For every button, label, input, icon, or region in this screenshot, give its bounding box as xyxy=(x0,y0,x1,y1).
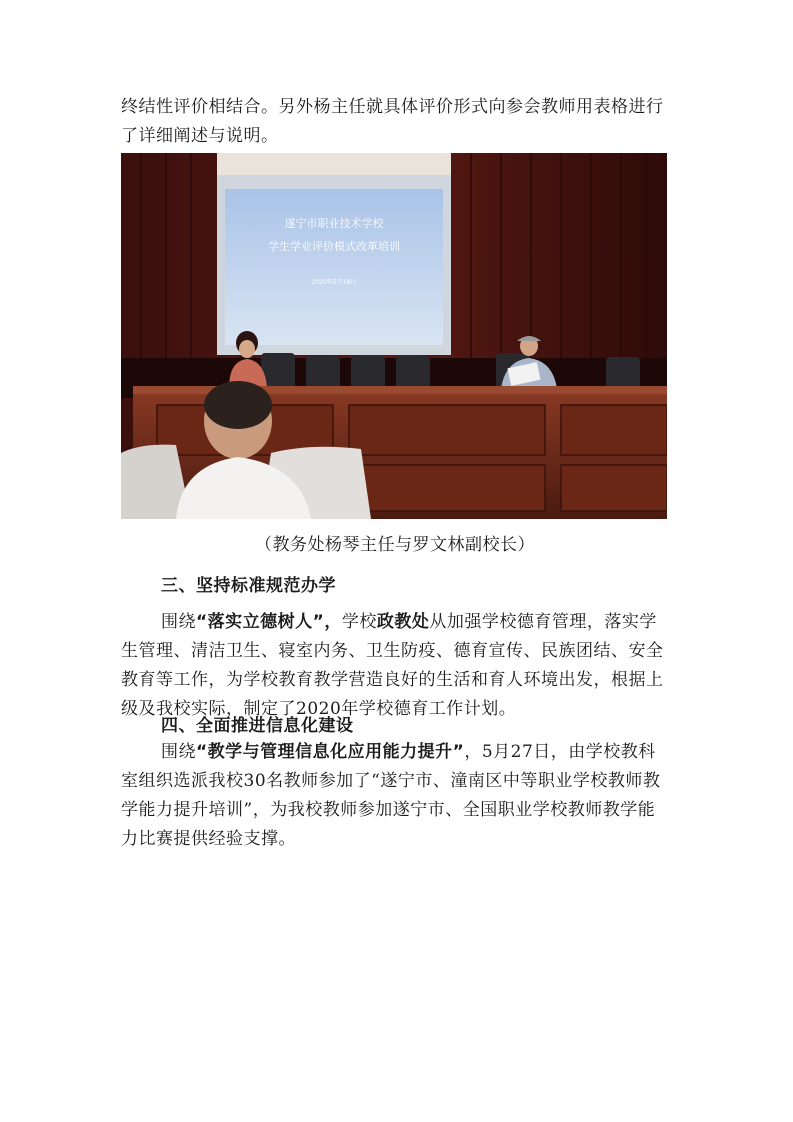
screen-title-line1: 遂宁市职业技术学校 xyxy=(284,217,384,230)
section-3-text-post: 从加强学校德育管理，落实学生管理、清洁卫生、寝室内务、卫生防疫、德育宣传、民族团结、安全教育等工作，为学校教育教学营造良好的生活和育人环境出发，根据上级及我校实际，制定了2020年学校德育工作计划。 xyxy=(121,612,664,719)
section-3-text-mid: 学校 xyxy=(341,612,377,632)
section-3-bold-dept: 政教处 xyxy=(376,612,430,632)
section-4-text-post: ，5月27日，由学校教科室组织选派我校30名教师参加了“遂宁市、潼南区中等职业学校教师教学能力提升培训”，为我校教师参加遂宁市、全国职业学校教师教学能力比赛提供经验支撑。 xyxy=(121,742,661,849)
photo-caption: （教务处杨琴主任与罗文林副校长） xyxy=(255,535,535,555)
meeting-photo xyxy=(121,153,667,519)
screen-title-line2: 学生学业评价模式改革培训 xyxy=(268,240,400,253)
section-4-paragraph xyxy=(121,738,669,854)
section-3-bold-slogan: “落实立德树人”， xyxy=(196,612,342,632)
intro-paragraph: 终结性评价相结合。另外杨主任就具体评价形式向参会教师用表格进行了详细阐述与说明。 xyxy=(121,97,664,146)
section-3-paragraph xyxy=(121,608,669,724)
section-4-bold-slogan: “教学与管理信息化应用能力提升” xyxy=(196,742,465,762)
section-3-heading: 三、坚持标准规范办学 xyxy=(161,576,336,596)
section-3-text-pre: 围绕 xyxy=(161,612,196,632)
section-4-heading: 四、全面推进信息化建设 xyxy=(161,716,354,736)
section-4-text-pre: 围绕 xyxy=(161,742,196,762)
screen-date: 2020年5月18日 xyxy=(311,279,357,286)
meeting-photo-illustration xyxy=(121,153,667,519)
